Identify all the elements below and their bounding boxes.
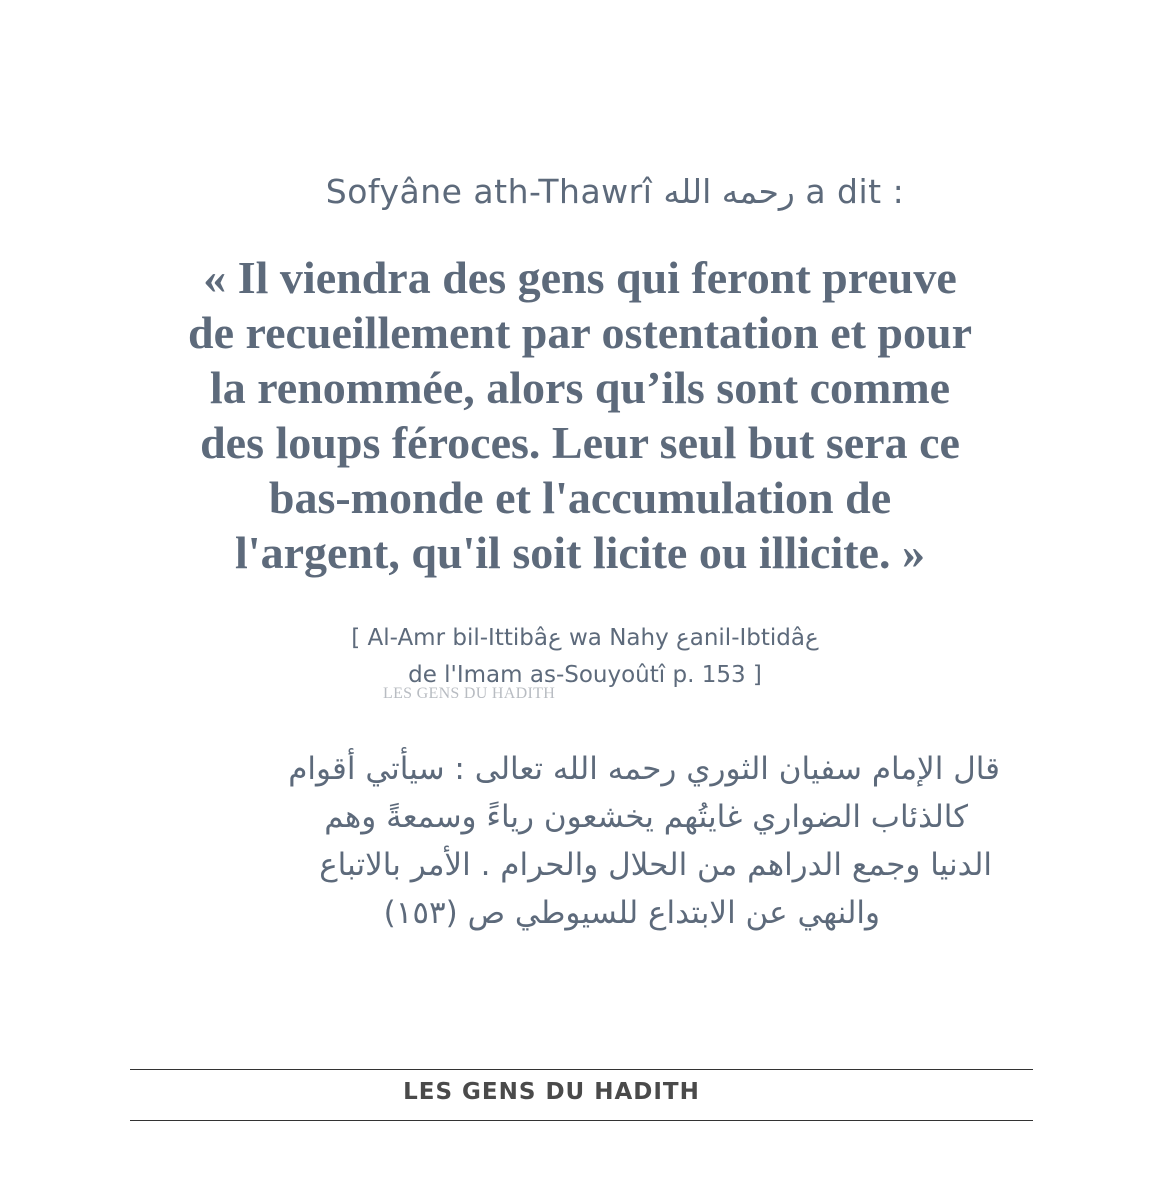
arabic-line: الدنيا وجمع الدراهم من الحلال والحرام . الأمر بالاتباع (319, 847, 992, 883)
footer-brand: LES GENS DU HADITH (403, 1079, 700, 1105)
footer-divider-top (130, 1069, 1033, 1070)
watermark: LES GENS DU HADITH (383, 685, 556, 702)
source-reference (0, 620, 1160, 694)
arabic-line: والنهي عن الابتداع للسيوطي ص (١٥٣) (383, 895, 880, 931)
arabic-quote (140, 745, 1000, 937)
attribution-heading: Sofyâne ath-Thawrî رحمه الله a dit : (325, 172, 905, 211)
quote-line: l'argent, qu'il soit licite ou illicite. » (235, 527, 925, 578)
french-quote (60, 250, 1100, 580)
quote-line: « Il viendra des gens qui feront preuve (203, 252, 957, 303)
quote-line: bas-monde et l'accumulation de (268, 472, 892, 523)
quote-line: la renommée, alors qu’ils sont comme (209, 362, 951, 413)
quote-line: de recueillement par ostentation et pour (187, 307, 973, 358)
arabic-line: قال الإمام سفيان الثوري رحمه الله تعالى : سيأتي أقوام (288, 751, 1000, 787)
quote-line: des loups féroces. Leur seul but sera ce (200, 417, 960, 468)
source-line: de l'Imam as-Souyoûtî p. 153 ] (408, 662, 762, 688)
arabic-line: كالذئاب الضواري غايتُهم يخشعون رياءً وسمعةً وهم (324, 799, 968, 835)
source-line: [ Al-Amr bil-Ittibâع wa Nahy عanil-Ibtidâع (351, 625, 819, 651)
footer-divider-bottom (130, 1120, 1033, 1121)
